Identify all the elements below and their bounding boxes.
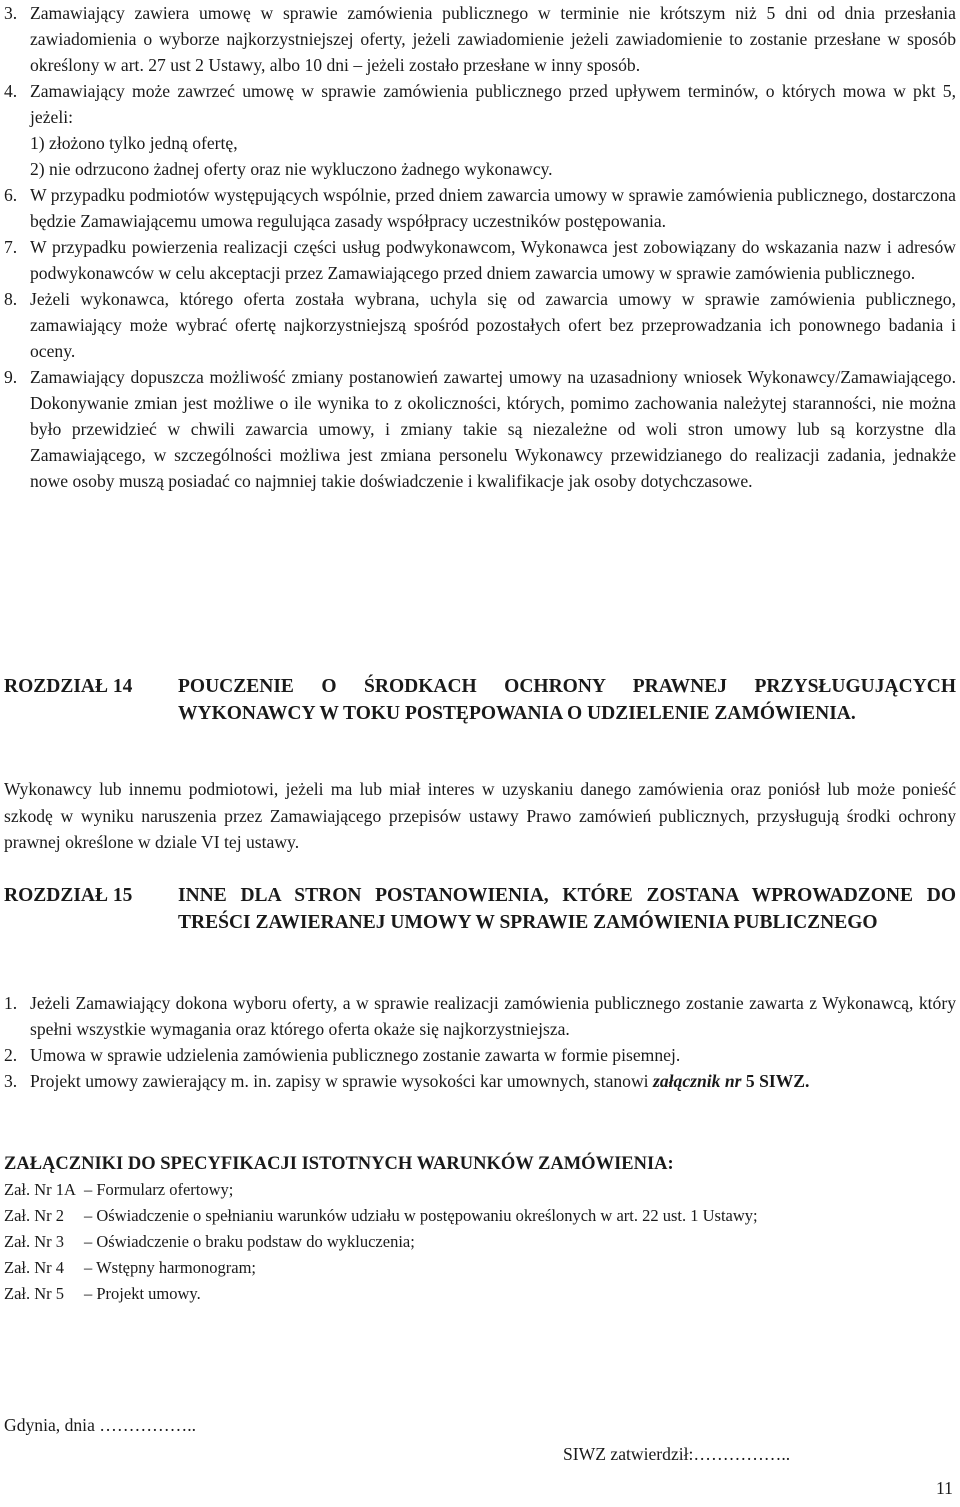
- item-number: 4.: [4, 81, 18, 101]
- attachment-text: – Wstępny harmonogram;: [84, 1258, 256, 1277]
- attachment-item: [4, 1255, 956, 1281]
- sub-item: 1) złożono tylko jedną ofertę,: [30, 133, 238, 153]
- list-item: [4, 182, 956, 234]
- sub-item: 2) nie odrzucono żadnej oferty oraz nie wykluczono żadnego wykonawcy.: [30, 159, 553, 179]
- place-date: Gdynia, dnia ……………..: [4, 1415, 197, 1435]
- item-number: 1.: [4, 993, 18, 1013]
- attachment-text: – Oświadczenie o braku podstaw do wykluczenia;: [84, 1232, 415, 1251]
- chapter-15-heading: [4, 882, 956, 936]
- attachment-text: – Projekt umowy.: [84, 1284, 201, 1303]
- attachment-item: [4, 1229, 956, 1255]
- item-number: 3.: [4, 1071, 18, 1091]
- chapter-number: ROZDZIAŁ 15: [4, 885, 133, 906]
- list-item: [4, 78, 956, 182]
- list-item: [4, 1042, 956, 1068]
- item-text-suffix: 5 SIWZ.: [741, 1071, 810, 1091]
- attachment-number: Zał. Nr 1A: [4, 1180, 76, 1199]
- item-number: 8.: [4, 289, 18, 309]
- attachment-reference: załącznik nr: [652, 1071, 742, 1091]
- list-item: [4, 990, 956, 1042]
- attachment-text: – Oświadczenie o spełnianiu warunków udziału w postępowaniu określonych w art. 22 ust. 1 Ustawy;: [84, 1206, 758, 1225]
- chapter-title: POUCZENIE O ŚRODKACH OCHRONY PRAWNEJ PRZYSŁUGUJĄCYCH WYKONAWCY W TOKU POSTĘPOWANIA O UDZIELENIE ZAMÓWIENIA.: [178, 676, 956, 724]
- chapter-14-heading: [4, 673, 956, 727]
- item-text: Umowa w sprawie udzielenia zamówienia publicznego zostanie zawarta w formie pisemnej.: [30, 1045, 681, 1065]
- attachment-number: Zał. Nr 3: [4, 1232, 65, 1251]
- list-item: [4, 1068, 956, 1094]
- chapter-number: ROZDZIAŁ 14: [4, 676, 133, 697]
- numbered-list-top: [4, 0, 956, 494]
- chapter-title: INNE DLA STRON POSTANOWIENIA, KTÓRE ZOSTANA WPROWADZONE DO TREŚCI ZAWIERANEJ UMOWY W SPRAWIE ZAMÓWIENIA PUBLICZNEGO: [178, 885, 956, 933]
- item-number: 2.: [4, 1045, 18, 1065]
- attachment-number: Zał. Nr 2: [4, 1206, 65, 1225]
- item-number: 7.: [4, 237, 18, 257]
- attachment-number: Zał. Nr 5: [4, 1284, 65, 1303]
- chapter-14-paragraph: Wykonawcy lub innemu podmiotowi, jeżeli ma lub miał interes w uzyskaniu danego zamówienia oraz poniósł lub może ponieść szkodę w wyniku naruszenia przez Zamawiającego przepisów ustawy Prawo zamówień publicznych, przysługują środki ochrony prawnej określone w dziale VI tej ustawy.: [4, 779, 956, 852]
- list-item: [4, 286, 956, 364]
- list-item: [4, 0, 956, 78]
- item-number: 6.: [4, 185, 18, 205]
- item-number: 3.: [4, 3, 18, 23]
- attachment-text: – Formularz ofertowy;: [84, 1180, 234, 1199]
- attachment-item: [4, 1177, 956, 1203]
- list-item: [4, 364, 956, 494]
- page-number: 11: [936, 1478, 953, 1498]
- item-text: Jeżeli wykonawca, którego oferta została wybrana, uchyla się od zawarcia umowy w sprawie zamówienia publicznego, zamawiający może wybrać ofertę najkorzystniejszą spośród pozostałych ofert bez przeprowadzania ich ponownego badania i oceny.: [30, 289, 956, 361]
- item-text: Jeżeli Zamawiający dokona wyboru oferty, a w sprawie realizacji zamówienia publicznego zostanie zawarta z Wykonawcą, który spełni wszystkie wymagania oraz którego oferta okaże się najkorzystniejsza.: [30, 993, 956, 1039]
- attachment-item: [4, 1281, 956, 1307]
- approved-signature: SIWZ zatwierdził:……………..: [563, 1444, 791, 1464]
- attachments-title: ZAŁĄCZNIKI DO SPECYFIKACJI ISTOTNYCH WARUNKÓW ZAMÓWIENIA:: [4, 1154, 674, 1174]
- attachment-number: Zał. Nr 4: [4, 1258, 65, 1277]
- item-text: Zamawiający zawiera umowę w sprawie zamówienia publicznego w terminie nie krótszym niż 5 dni od dnia przesłania zawiadomienia o wyborze najkorzystniejszej oferty, jeżeli zawiadomienie jeżeli zawiadomienie to zostanie przesłane w sposób określony w art. 27 ust 2 Ustawy, albo 10 dni – jeżeli zostało przesłane w inny sposób.: [30, 3, 956, 75]
- item-text: Zamawiający dopuszcza możliwość zmiany postanowień zawartej umowy na uzasadniony wniosek Wykonawcy/Zamawiającego. Dokonywanie zmian jest możliwe o ile wynika to z okoliczności, których, pomimo zachowania należytej staranności, nie można było przewidzieć w chwili zawarcia umowy, i zmiany takie są niezależne od woli stron umowy lub są korzystne dla Zamawiającego, w szczególności możliwa jest zmiana personelu Wykonawcy przewidzianego do realizacji zadania, jednakże nowe osoby muszą posiadać co najmniej takie doświadczenie i kwalifikacje jak osoby dotychczasowe.: [30, 367, 956, 491]
- item-number: 9.: [4, 367, 18, 387]
- numbered-list-chapter-15: [4, 990, 956, 1094]
- item-text: W przypadku podmiotów występujących wspólnie, przed dniem zawarcia umowy w sprawie zamówienia publicznego, dostarczona będzie Zamawiającemu umowa regulująca zasady współpracy uczestników postępowania.: [30, 185, 956, 231]
- list-item: [4, 234, 956, 286]
- attachments-section: [4, 1151, 956, 1307]
- item-text: W przypadku powierzenia realizacji części usług podwykonawcom, Wykonawca jest zobowiązany do wskazania nazw i adresów podwykonawców w celu akceptacji przez Zamawiającego przed dniem zawarcia umowy w sprawie zamówienia publicznego.: [30, 237, 956, 283]
- item-text: Zamawiający może zawrzeć umowę w sprawie zamówienia publicznego przed upływem terminów, o których mowa w pkt 5, jeżeli:: [30, 81, 956, 127]
- item-text: Projekt umowy zawierający m. in. zapisy w sprawie wysokości kar umownych, stanowi: [30, 1071, 653, 1091]
- attachment-item: [4, 1203, 956, 1229]
